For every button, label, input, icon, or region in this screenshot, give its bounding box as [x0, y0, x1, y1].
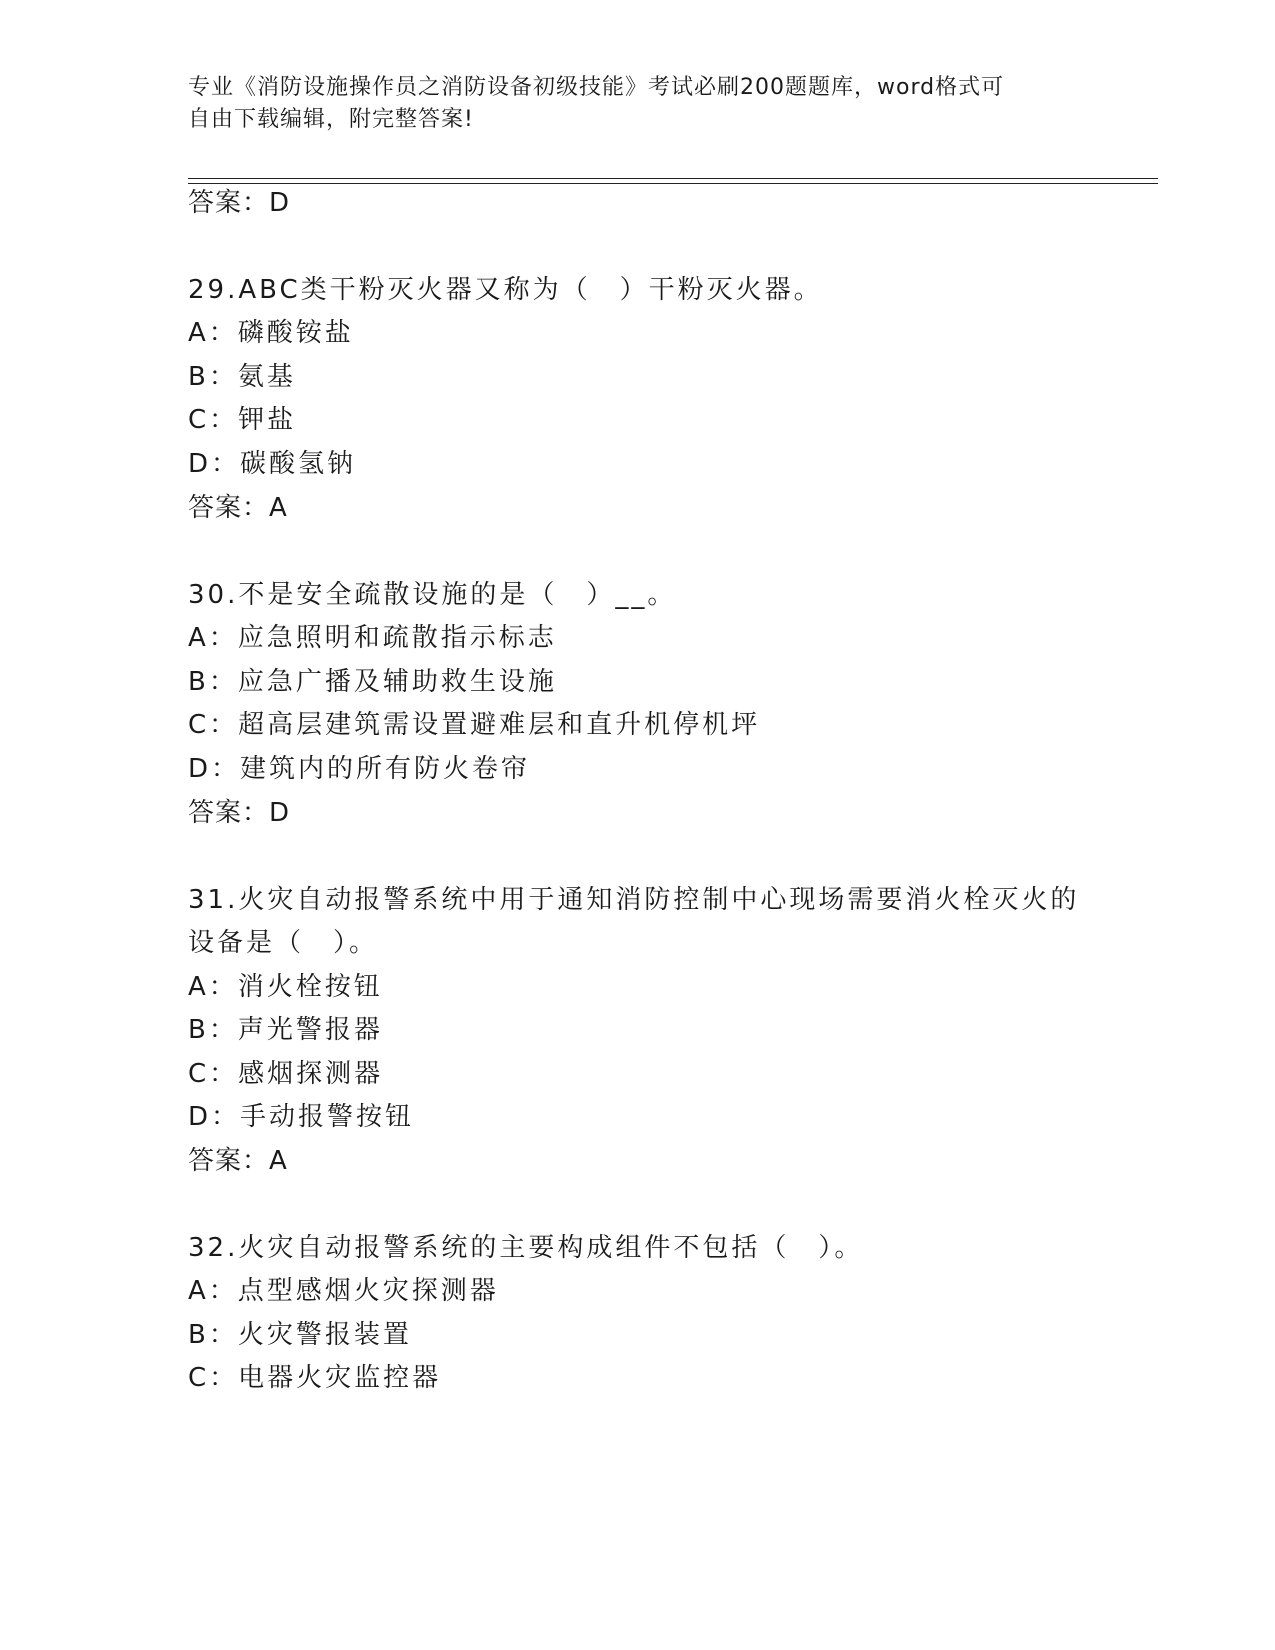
question-32-option-c: C：电器火灾监控器: [188, 1363, 442, 1393]
question-29-option-d: D：碳酸氢钠: [188, 449, 357, 479]
question-32-option-b: B：火灾警报装置: [188, 1320, 412, 1350]
question-30-stem: 30.不是安全疏散设施的是（ ）__。: [188, 580, 677, 610]
question-31-option-a: A：消火栓按钮: [188, 972, 383, 1002]
answer-value: A: [269, 1146, 288, 1176]
question-30-answer: [188, 798, 290, 828]
question-31-option-d: D：手动报警按钮: [188, 1102, 415, 1132]
answer-value: D: [269, 798, 291, 828]
question-30-option-b: B：应急广播及辅助救生设施: [188, 667, 557, 697]
question-31-option-b: B：声光警报器: [188, 1015, 383, 1045]
question-31-stem-line-1: 31.火灾自动报警系统中用于通知消防控制中心现场需要消火栓灭火的: [188, 885, 1080, 915]
question-32-option-a: A：点型感烟火灾探测器: [188, 1276, 499, 1306]
question-29-answer: [188, 493, 288, 523]
header-divider-top: [188, 178, 1158, 179]
question-31-answer: [188, 1146, 288, 1176]
question-30-option-a: A：应急照明和疏散指示标志: [188, 623, 557, 653]
question-29-option-a: A：磷酸铵盐: [188, 318, 354, 348]
answer-value: D: [269, 188, 291, 218]
question-31-option-c: C：感烟探测器: [188, 1059, 384, 1089]
header-line-1: 专业《消防设施操作员之消防设备初级技能》考试必刷200题题库，word格式可: [188, 75, 1005, 100]
document-header: [188, 72, 1088, 136]
question-32-stem: 32.火灾自动报警系统的主要构成组件不包括（ ）。: [188, 1233, 864, 1263]
question-29-stem: 29.ABC类干粉灭火器又称为（ ）干粉灭火器。: [188, 275, 823, 305]
answer-value: A: [269, 493, 288, 523]
question-31-stem-line-2: 设备是（ ）。: [188, 928, 379, 958]
header-line-2: 自由下载编辑，附完整答案!: [188, 107, 474, 132]
question-30-option-d: D：建筑内的所有防火卷帘: [188, 754, 531, 784]
previous-answer: [188, 188, 290, 218]
answer-label: 答案：: [188, 798, 270, 828]
question-29-option-c: C：钾盐: [188, 405, 297, 435]
answer-label: 答案：: [188, 493, 270, 523]
answer-label: 答案：: [188, 188, 270, 218]
answer-label: 答案：: [188, 1146, 270, 1176]
question-30-option-c: C：超高层建筑需设置避难层和直升机停机坪: [188, 710, 761, 740]
header-divider-bottom: [188, 183, 1158, 184]
question-29-option-b: B：氨基: [188, 362, 296, 392]
